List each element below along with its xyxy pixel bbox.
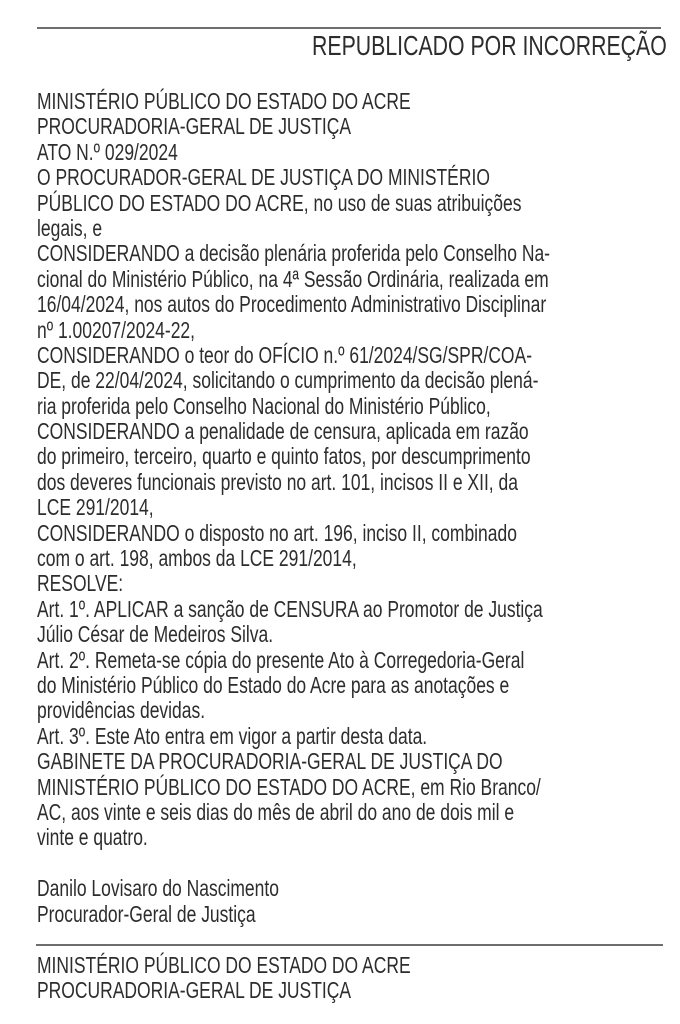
act-body-line: GABINETE DA PROCURADORIA-GERAL DE JUSTIÇA DO bbox=[37, 748, 503, 775]
act-body-line: PÚBLICO DO ESTADO DO ACRE, no uso de suas atribuições bbox=[37, 189, 522, 216]
act-body-line: PROCURADORIA-GERAL DE JUSTIÇA bbox=[37, 113, 352, 140]
act-body-line: 16/04/2024, nos autos do Procedimento Administrativo Disciplinar bbox=[37, 291, 547, 318]
footer bbox=[37, 953, 529, 1004]
act-body-line: cional do Ministério Público, na 4ª Sessão Ordinária, realizada em bbox=[37, 265, 549, 292]
act-body-line: nº 1.00207/2024-22, bbox=[37, 316, 196, 343]
bottom-divider bbox=[36, 944, 663, 946]
act-body-line: AC, aos vinte e seis dias do mês de abril do ano de dois mil e bbox=[37, 798, 515, 825]
act-body-line: ATO N.º 029/2024 bbox=[37, 138, 178, 165]
act-body-line: dos deveres funcionais previsto no art. 101, incisos II e XII, da bbox=[37, 468, 518, 495]
act-body bbox=[37, 89, 680, 927]
act-body-line: providências devidas. bbox=[37, 697, 206, 724]
act-body-line: do primeiro, terceiro, quarto e quinto fatos, por descumprimento bbox=[37, 443, 531, 470]
act-body-line: CONSIDERANDO o disposto no art. 196, inciso II, combinado bbox=[37, 519, 517, 546]
act-body-line: LCE 291/2014, bbox=[37, 494, 154, 521]
signature-name: Danilo Lovisaro do Nascimento bbox=[37, 875, 279, 902]
footer-organization: MINISTÉRIO PÚBLICO DO ESTADO DO ACRE bbox=[37, 952, 411, 978]
act-body-line: CONSIDERANDO a decisão plenária proferida pelo Conselho Na- bbox=[37, 240, 550, 267]
signature-title: Procurador-Geral de Justiça bbox=[37, 900, 256, 927]
act-body-line: CONSIDERANDO a penalidade de censura, aplicada em razão bbox=[37, 418, 529, 445]
act-body-line: RESOLVE: bbox=[37, 570, 124, 597]
act-body-line: legais, e bbox=[37, 214, 103, 241]
act-body-line: vinte e quatro. bbox=[37, 824, 148, 851]
act-body-line: do Ministério Público do Estado do Acre para as anotações e bbox=[37, 671, 510, 698]
republication-notice: REPUBLICADO POR INCORREÇÃO bbox=[312, 30, 667, 61]
act-body-line: MINISTÉRIO PÚBLICO DO ESTADO DO ACRE, em Rio Branco/ bbox=[37, 773, 541, 800]
act-body-line: DE, de 22/04/2024, solicitando o cumprimento da decisão plená- bbox=[37, 367, 539, 394]
act-body-line: Art. 1º. APLICAR a sanção de CENSURA ao Promotor de Justiça bbox=[37, 595, 543, 622]
blank-line bbox=[37, 851, 680, 876]
act-body-line: CONSIDERANDO o teor do OFÍCIO n.º 61/2024/SG/SPR/COA- bbox=[37, 341, 533, 368]
act-body-line: Júlio César de Medeiros Silva. bbox=[37, 621, 274, 648]
act-body-line: O PROCURADOR-GERAL DE JUSTIÇA DO MINISTÉRIO bbox=[37, 164, 490, 191]
act-body-line: MINISTÉRIO PÚBLICO DO ESTADO DO ACRE bbox=[37, 88, 411, 114]
top-divider bbox=[37, 27, 661, 29]
act-body-line: com o art. 198, ambos da LCE 291/2014, bbox=[37, 545, 357, 572]
act-body-line: ria proferida pelo Conselho Nacional do Ministério Público, bbox=[37, 392, 491, 419]
act-body-line: Art. 3º. Este Ato entra em vigor a partir desta data. bbox=[37, 722, 428, 749]
footer-department: PROCURADORIA-GERAL DE JUSTIÇA bbox=[37, 977, 352, 1004]
act-body-line: Art. 2º. Remeta-se cópia do presente Ato à Corregedoria-Geral bbox=[37, 646, 525, 673]
act-body-lines bbox=[37, 89, 680, 851]
